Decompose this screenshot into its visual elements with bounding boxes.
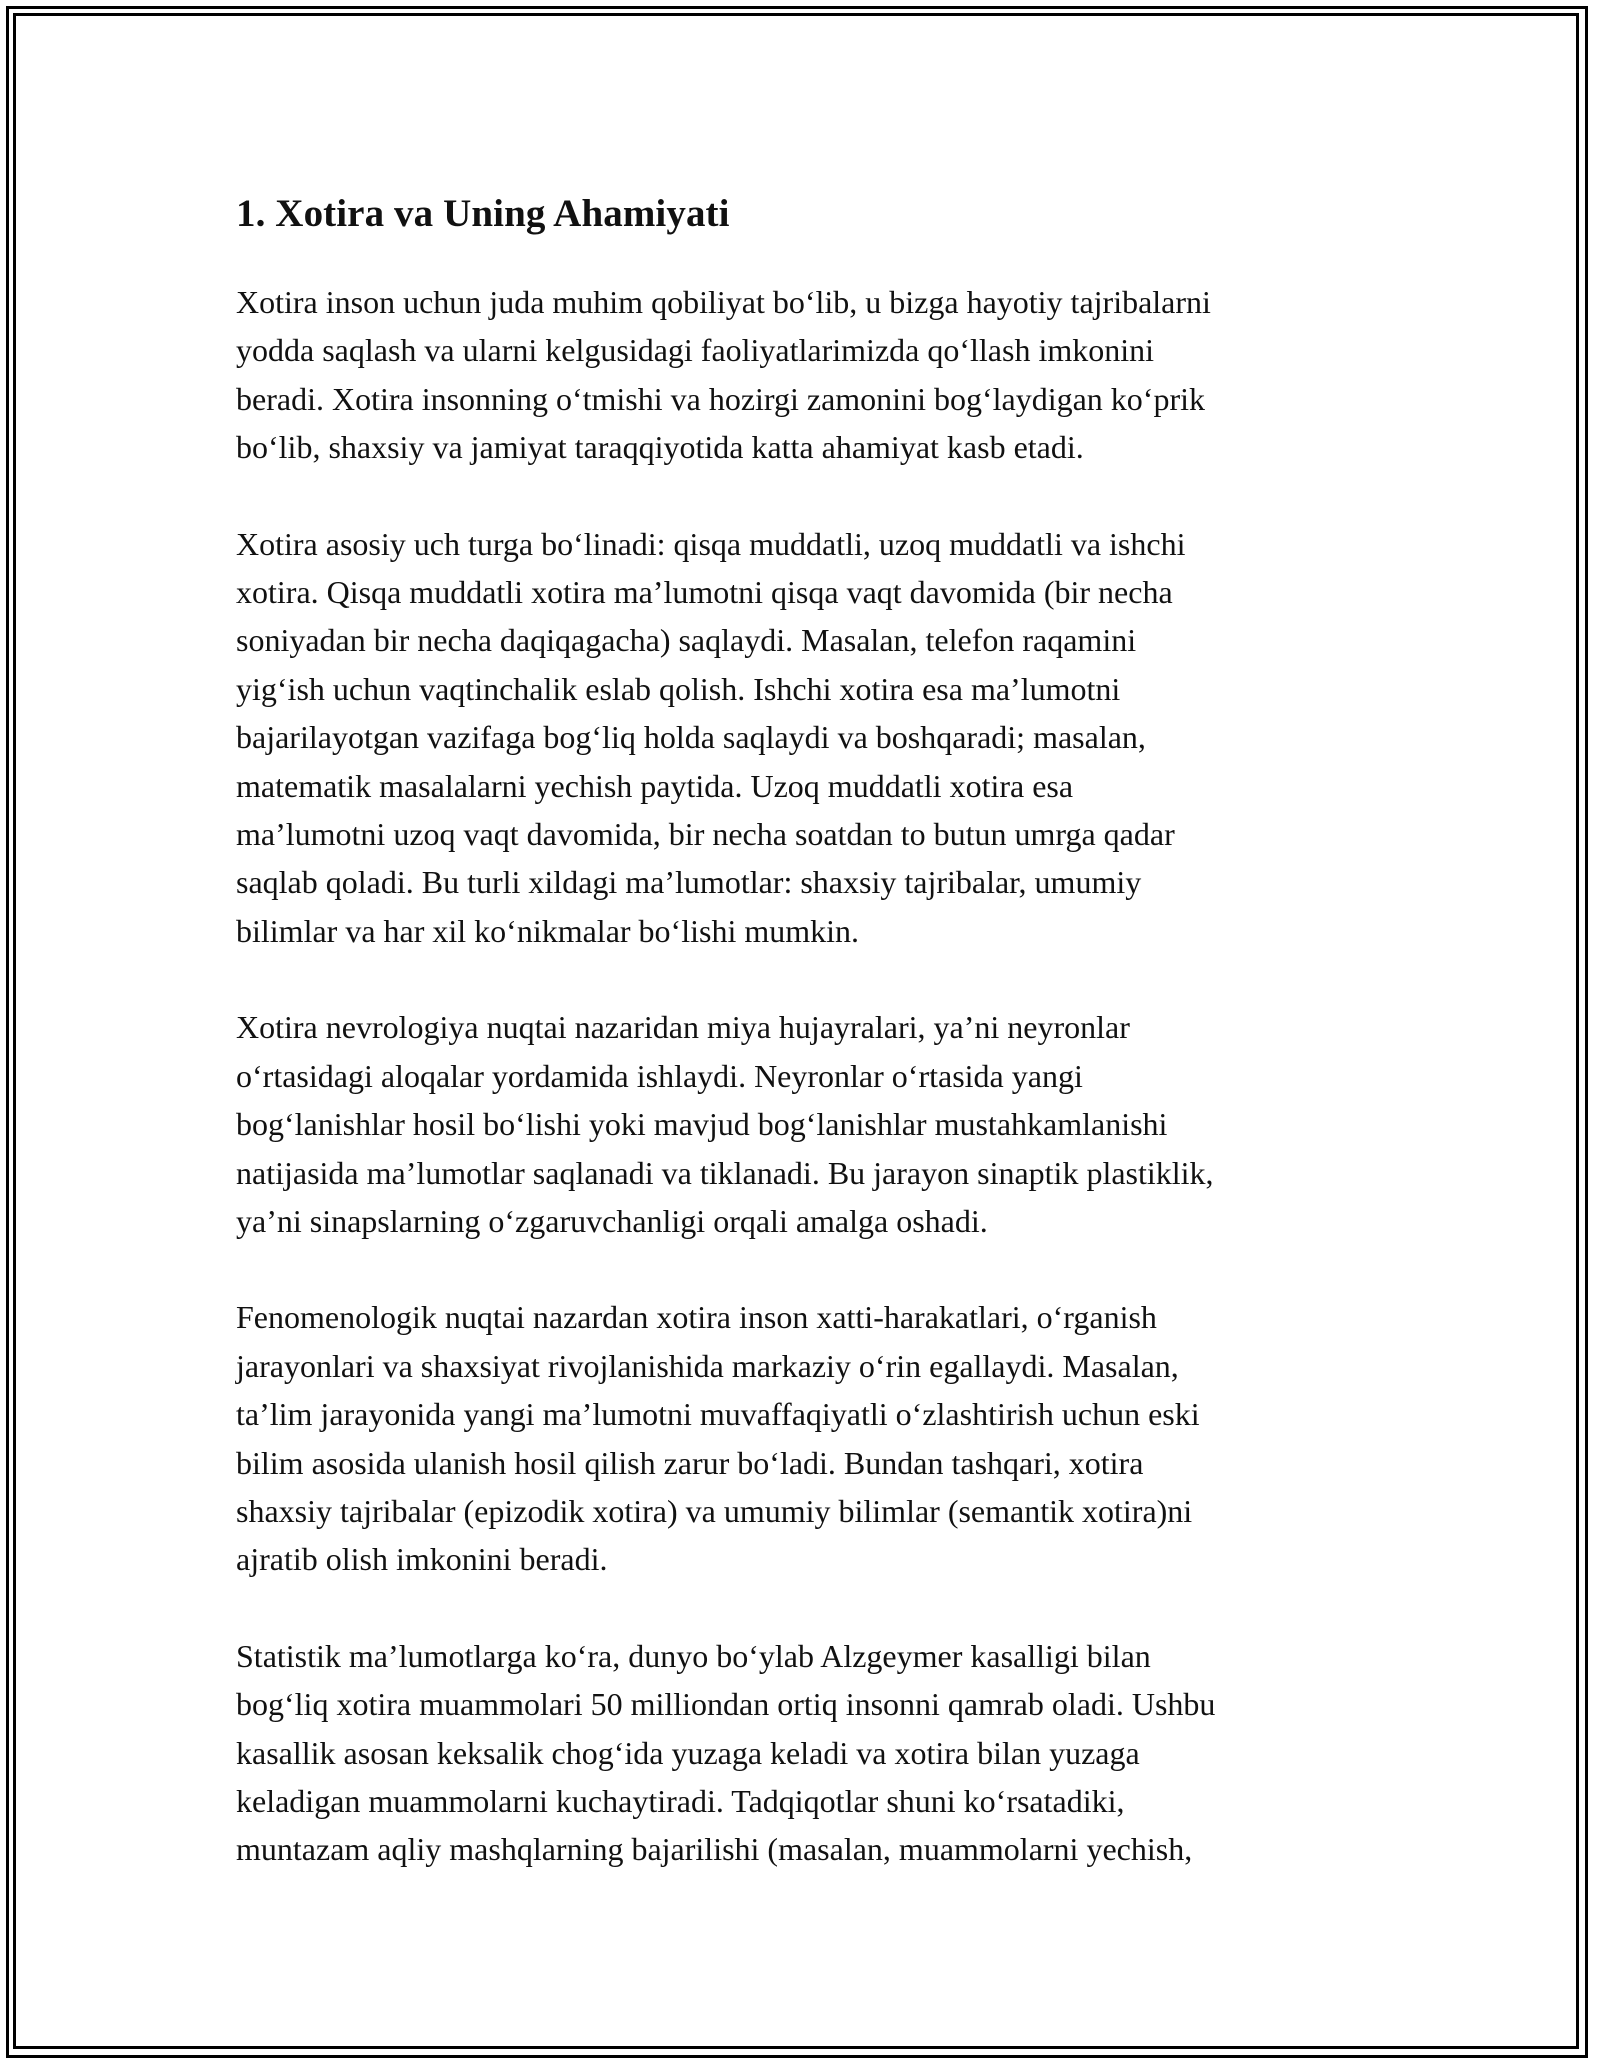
text-line: ajratib olish imkonini beradi. <box>236 1541 608 1578</box>
text-line: bilimlar va har xil ko‘nikmalar bo‘lishi mumkin. <box>236 912 859 949</box>
paragraph <box>236 1003 1366 1245</box>
text-line: bo‘lib, shaxsiy va jamiyat taraqqiyotida katta ahamiyat kasb etadi. <box>236 429 1084 466</box>
text-line: muntazam aqliy mashqlarning bajarilishi (masalan, muammolarni yechish, <box>236 1831 1193 1868</box>
text-line: shaxsiy tajribalar (epizodik xotira) va umumiy bilimlar (semantik xotira)ni <box>236 1492 1193 1529</box>
text-line: Xotira nevrologiya nuqtai nazaridan miya hujayralari, ya’ni neyronlar <box>236 1009 1130 1046</box>
text-line: kasallik asosan keksalik chog‘ida yuzaga keladi va xotira bilan yuzaga <box>236 1734 1140 1771</box>
paragraph <box>236 520 1366 956</box>
text-line: jarayonlari va shaxsiyat rivojlanishida markaziy o‘rin egallaydi. Masalan, <box>236 1347 1179 1384</box>
text-line: xotira. Qisqa muddatli xotira ma’lumotni qisqa vaqt davomida (bir necha <box>236 574 1173 611</box>
text-line: Fenomenologik nuqtai nazardan xotira inson xatti-harakatlari, o‘rganish <box>236 1299 1157 1336</box>
text-line: Statistik ma’lumotlarga ko‘ra, dunyo bo‘ylab Alzgeymer kasalligi bilan <box>236 1637 1151 1674</box>
paragraph <box>236 1293 1366 1583</box>
text-line: saqlab qoladi. Bu turli xildagi ma’lumotlar: shaxsiy tajribalar, umumiy <box>236 864 1142 901</box>
paragraph <box>236 1632 1366 1874</box>
paragraph-list <box>236 278 1366 1874</box>
paragraph <box>236 278 1366 472</box>
text-line: keladigan muammolarni kuchaytiradi. Tadqiqotlar shuni ko‘rsatadiki, <box>236 1782 1125 1819</box>
text-line: Xotira asosiy uch turga bo‘linadi: qisqa muddatli, uzoq muddatli va ishchi <box>236 525 1186 562</box>
text-line: Xotira inson uchun juda muhim qobiliyat bo‘lib, u bizga hayotiy tajribalarni <box>236 284 1211 320</box>
text-line: ta’lim jarayonida yangi ma’lumotni muvaffaqiyatli o‘zlashtirish uchun eski <box>236 1396 1200 1433</box>
section-heading: 1. Xotira va Uning Ahamiyati <box>236 192 730 235</box>
text-line: bajarilayotgan vazifaga bog‘liq holda saqlaydi va boshqaradi; masalan, <box>236 719 1146 756</box>
text-line: soniyadan bir necha daqiqagacha) saqlaydi. Masalan, telefon raqamini <box>236 622 1137 659</box>
text-line: bog‘liq xotira muammolari 50 milliondan ortiq insonni qamrab oladi. Ushbu <box>236 1686 1216 1723</box>
text-line: ma’lumotni uzoq vaqt davomida, bir necha soatdan to butun umrga qadar <box>236 816 1175 853</box>
text-line: o‘rtasidagi aloqalar yordamida ishlaydi. Neyronlar o‘rtasida yangi <box>236 1057 1083 1094</box>
text-line: beradi. Xotira insonning o‘tmishi va hozirgi zamonini bog‘laydigan ko‘prik <box>236 380 1205 417</box>
text-line: bilim asosida ulanish hosil qilish zarur bo‘ladi. Bundan tashqari, xotira <box>236 1444 1144 1481</box>
text-line: matematik masalalarni yechish paytida. Uzoq muddatli xotira esa <box>236 767 1074 804</box>
text-line: yodda saqlash va ularni kelgusidagi faoliyatlarimizda qo‘llash imkonini <box>236 332 1154 369</box>
text-line: natijasida ma’lumotlar saqlanadi va tiklanadi. Bu jarayon sinaptik plastiklik, <box>236 1154 1214 1191</box>
document-body <box>236 186 1366 1922</box>
text-line: yig‘ish uchun vaqtinchalik eslab qolish. Ishchi xotira esa ma’lumotni <box>236 670 1121 707</box>
text-line: bog‘lanishlar hosil bo‘lishi yoki mavjud bog‘lanishlar mustahkamlanishi <box>236 1106 1168 1143</box>
text-line: ya’ni sinapslarning o‘zgaruvchanligi orqali amalga oshadi. <box>236 1202 988 1239</box>
